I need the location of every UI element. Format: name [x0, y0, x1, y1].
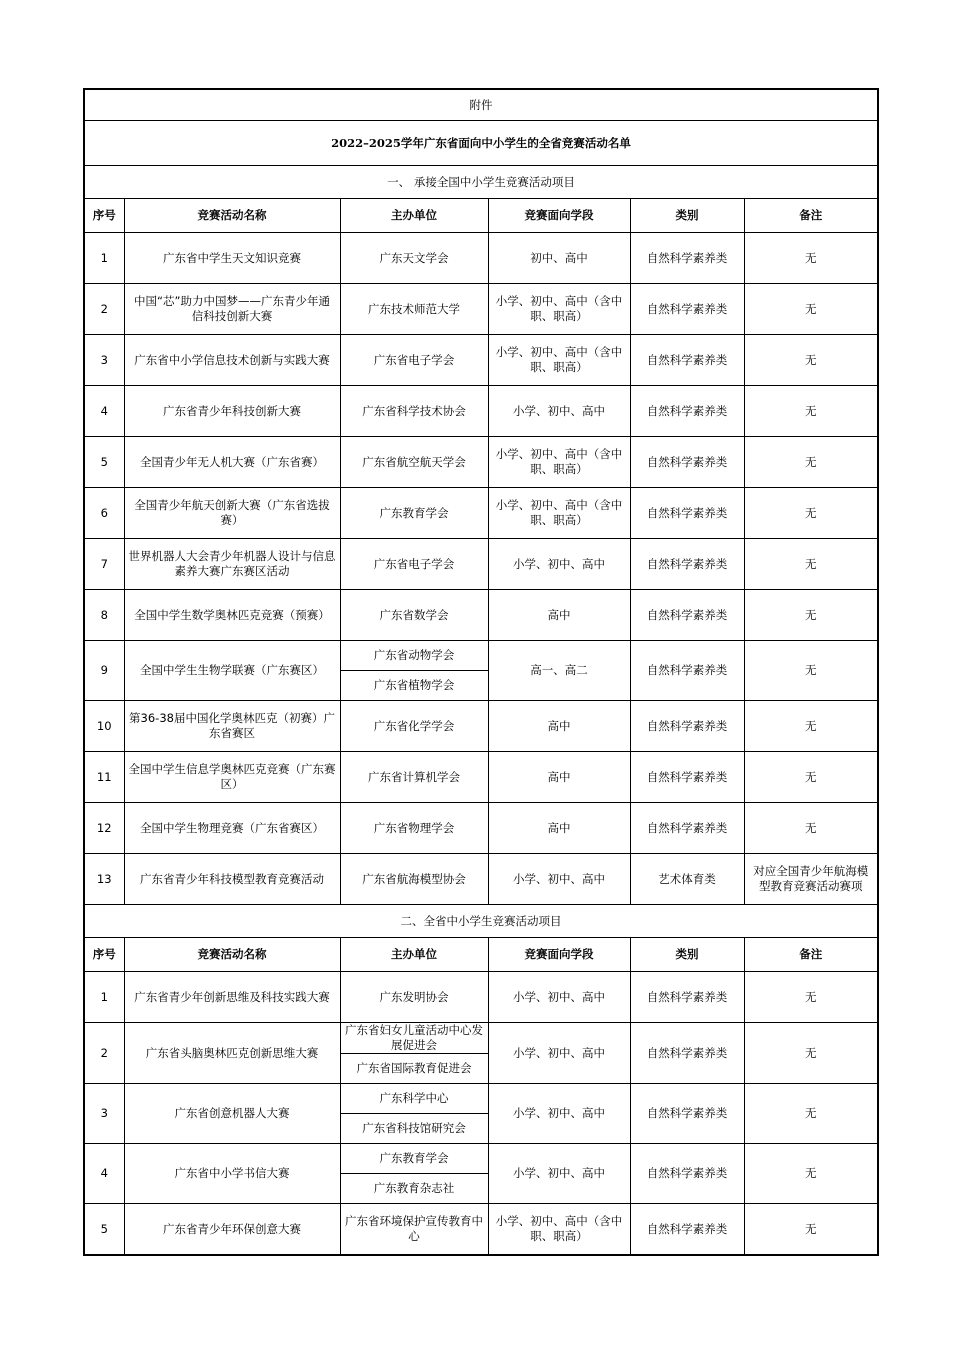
seq-cell: 5: [84, 1204, 124, 1256]
seq-cell: 2: [84, 284, 124, 335]
category-cell: 自然科学素养类: [630, 641, 744, 701]
level-cell: 小学、初中、高中: [488, 1023, 630, 1084]
note-cell: 无: [744, 972, 878, 1023]
column-header: 序号: [84, 938, 124, 972]
note-cell: 无: [744, 488, 878, 539]
table-row: [84, 437, 878, 488]
level-cell: 小学、初中、高中: [488, 1084, 630, 1144]
table-row: [84, 488, 878, 539]
name-cell: 广东省青少年科技模型教育竞赛活动: [124, 854, 340, 905]
category-cell: 自然科学素养类: [630, 1144, 744, 1204]
level-cell: 高中: [488, 701, 630, 752]
section-heading: 二、全省中小学生竞赛活动项目: [84, 905, 878, 938]
level-cell: 高一、高二: [488, 641, 630, 701]
name-cell: 第36-38届中国化学奥林匹克（初赛）广东省赛区: [124, 701, 340, 752]
name-cell: 全国中学生物理竞赛（广东省赛区）: [124, 803, 340, 854]
host-cell: 广东省环境保护宣传教育中心: [340, 1204, 488, 1256]
host-cell: 广东省科学技术协会: [340, 386, 488, 437]
name-cell: 全国青少年航天创新大赛（广东省选拔赛）: [124, 488, 340, 539]
note-cell: 无: [744, 1144, 878, 1204]
seq-cell: 3: [84, 1084, 124, 1144]
level-cell: 小学、初中、高中（含中职、职高）: [488, 1204, 630, 1256]
level-cell: 小学、初中、高中: [488, 539, 630, 590]
column-header: 备注: [744, 938, 878, 972]
table-row: [84, 752, 878, 803]
table-row: [84, 1084, 878, 1114]
table-row: [84, 284, 878, 335]
attachment-label: 附件: [84, 89, 878, 121]
seq-cell: 4: [84, 386, 124, 437]
seq-cell: 6: [84, 488, 124, 539]
column-header: 主办单位: [340, 938, 488, 972]
seq-cell: 3: [84, 335, 124, 386]
table-row: [84, 539, 878, 590]
level-cell: 初中、高中: [488, 233, 630, 284]
name-cell: 全国青少年无人机大赛（广东省赛）: [124, 437, 340, 488]
column-header: 序号: [84, 199, 124, 233]
category-cell: 自然科学素养类: [630, 386, 744, 437]
host-cell: 广东技术师范大学: [340, 284, 488, 335]
seq-cell: 2: [84, 1023, 124, 1084]
table-header-row: [84, 938, 878, 972]
name-cell: 广东省中小学信息技术创新与实践大赛: [124, 335, 340, 386]
table-row: [84, 335, 878, 386]
document-title: 2022–2025学年广东省面向中小学生的全省竞赛活动名单: [84, 121, 878, 166]
note-cell: 无: [744, 437, 878, 488]
column-header: 类别: [630, 938, 744, 972]
seq-cell: 7: [84, 539, 124, 590]
level-cell: 小学、初中、高中（含中职、职高）: [488, 488, 630, 539]
table-row: [84, 1204, 878, 1256]
category-cell: 自然科学素养类: [630, 437, 744, 488]
table-row: [84, 386, 878, 437]
level-cell: 小学、初中、高中: [488, 1144, 630, 1204]
host-cell: 广东科学中心: [340, 1084, 488, 1114]
host-cell: 广东省植物学会: [340, 671, 488, 701]
name-cell: 广东省头脑奥林匹克创新思维大赛: [124, 1023, 340, 1084]
table-row: [84, 233, 878, 284]
host-cell: 广东发明协会: [340, 972, 488, 1023]
table-row: [84, 590, 878, 641]
host-cell: 广东省电子学会: [340, 335, 488, 386]
level-cell: 小学、初中、高中（含中职、职高）: [488, 437, 630, 488]
note-cell: 无: [744, 386, 878, 437]
seq-cell: 11: [84, 752, 124, 803]
column-header: 竞赛面向学段: [488, 199, 630, 233]
category-cell: 自然科学素养类: [630, 972, 744, 1023]
host-cell: 广东省化学学会: [340, 701, 488, 752]
column-header: 类别: [630, 199, 744, 233]
name-cell: 中国“芯”助力中国梦——广东青少年通信科技创新大赛: [124, 284, 340, 335]
level-cell: 小学、初中、高中: [488, 972, 630, 1023]
host-cell: 广东省动物学会: [340, 641, 488, 671]
level-cell: 小学、初中、高中: [488, 386, 630, 437]
host-cell: 广东省科技馆研究会: [340, 1114, 488, 1144]
note-cell: 无: [744, 590, 878, 641]
category-cell: 自然科学素养类: [630, 284, 744, 335]
host-cell: 广东省电子学会: [340, 539, 488, 590]
category-cell: 自然科学素养类: [630, 233, 744, 284]
section-heading: 一、 承接全国中小学生竞赛活动项目: [84, 166, 878, 199]
note-cell: 无: [744, 752, 878, 803]
host-cell: 广东省航海模型协会: [340, 854, 488, 905]
host-cell: 广东省数学会: [340, 590, 488, 641]
table-row: [84, 854, 878, 905]
note-cell: 无: [744, 539, 878, 590]
category-cell: 自然科学素养类: [630, 1023, 744, 1084]
table-row: [84, 641, 878, 671]
name-cell: 全国中学生数学奥林匹克竞赛（预赛）: [124, 590, 340, 641]
host-cell: 广东教育学会: [340, 488, 488, 539]
level-cell: 高中: [488, 752, 630, 803]
category-cell: 自然科学素养类: [630, 701, 744, 752]
host-cell: 广东天文学会: [340, 233, 488, 284]
note-cell: 无: [744, 335, 878, 386]
note-cell: 对应全国青少年航海模型教育竞赛活动赛项: [744, 854, 878, 905]
table-row: [84, 972, 878, 1023]
level-cell: 小学、初中、高中（含中职、职高）: [488, 284, 630, 335]
host-cell: 广东省物理学会: [340, 803, 488, 854]
category-cell: 自然科学素养类: [630, 335, 744, 386]
column-header: 竞赛面向学段: [488, 938, 630, 972]
name-cell: 广东省青少年环保创意大赛: [124, 1204, 340, 1256]
column-header: 竞赛活动名称: [124, 199, 340, 233]
note-cell: 无: [744, 1204, 878, 1256]
seq-cell: 13: [84, 854, 124, 905]
note-cell: 无: [744, 641, 878, 701]
seq-cell: 1: [84, 972, 124, 1023]
category-cell: 艺术体育类: [630, 854, 744, 905]
competition-list-table: [83, 88, 879, 1256]
category-cell: 自然科学素养类: [630, 1204, 744, 1256]
host-cell: 广东教育学会: [340, 1144, 488, 1174]
seq-cell: 1: [84, 233, 124, 284]
category-cell: 自然科学素养类: [630, 752, 744, 803]
name-cell: 广东省青少年科技创新大赛: [124, 386, 340, 437]
seq-cell: 12: [84, 803, 124, 854]
note-cell: 无: [744, 1084, 878, 1144]
name-cell: 全国中学生生物学联赛（广东赛区）: [124, 641, 340, 701]
table-row: [84, 803, 878, 854]
seq-cell: 9: [84, 641, 124, 701]
note-cell: 无: [744, 233, 878, 284]
category-cell: 自然科学素养类: [630, 1084, 744, 1144]
seq-cell: 8: [84, 590, 124, 641]
host-cell: 广东省妇女儿童活动中心发展促进会: [340, 1023, 488, 1054]
host-cell: 广东教育杂志社: [340, 1174, 488, 1204]
name-cell: 广东省创意机器人大赛: [124, 1084, 340, 1144]
seq-cell: 10: [84, 701, 124, 752]
level-cell: 小学、初中、高中（含中职、职高）: [488, 335, 630, 386]
seq-cell: 5: [84, 437, 124, 488]
note-cell: 无: [744, 284, 878, 335]
name-cell: 全国中学生信息学奥林匹克竞赛（广东赛区）: [124, 752, 340, 803]
name-cell: 广东省中学生天文知识竞赛: [124, 233, 340, 284]
column-header: 备注: [744, 199, 878, 233]
level-cell: 高中: [488, 590, 630, 641]
note-cell: 无: [744, 1023, 878, 1084]
column-header: 竞赛活动名称: [124, 938, 340, 972]
category-cell: 自然科学素养类: [630, 803, 744, 854]
level-cell: 小学、初中、高中: [488, 854, 630, 905]
column-header: 主办单位: [340, 199, 488, 233]
name-cell: 广东省青少年创新思维及科技实践大赛: [124, 972, 340, 1023]
name-cell: 广东省中小学书信大赛: [124, 1144, 340, 1204]
level-cell: 高中: [488, 803, 630, 854]
table-row: [84, 701, 878, 752]
note-cell: 无: [744, 803, 878, 854]
host-cell: 广东省国际教育促进会: [340, 1054, 488, 1084]
table-row: [84, 1023, 878, 1054]
category-cell: 自然科学素养类: [630, 488, 744, 539]
table-header-row: [84, 199, 878, 233]
host-cell: 广东省计算机学会: [340, 752, 488, 803]
category-cell: 自然科学素养类: [630, 539, 744, 590]
seq-cell: 4: [84, 1144, 124, 1204]
table-row: [84, 1144, 878, 1174]
name-cell: 世界机器人大会青少年机器人设计与信息素养大赛广东赛区活动: [124, 539, 340, 590]
category-cell: 自然科学素养类: [630, 590, 744, 641]
host-cell: 广东省航空航天学会: [340, 437, 488, 488]
note-cell: 无: [744, 701, 878, 752]
